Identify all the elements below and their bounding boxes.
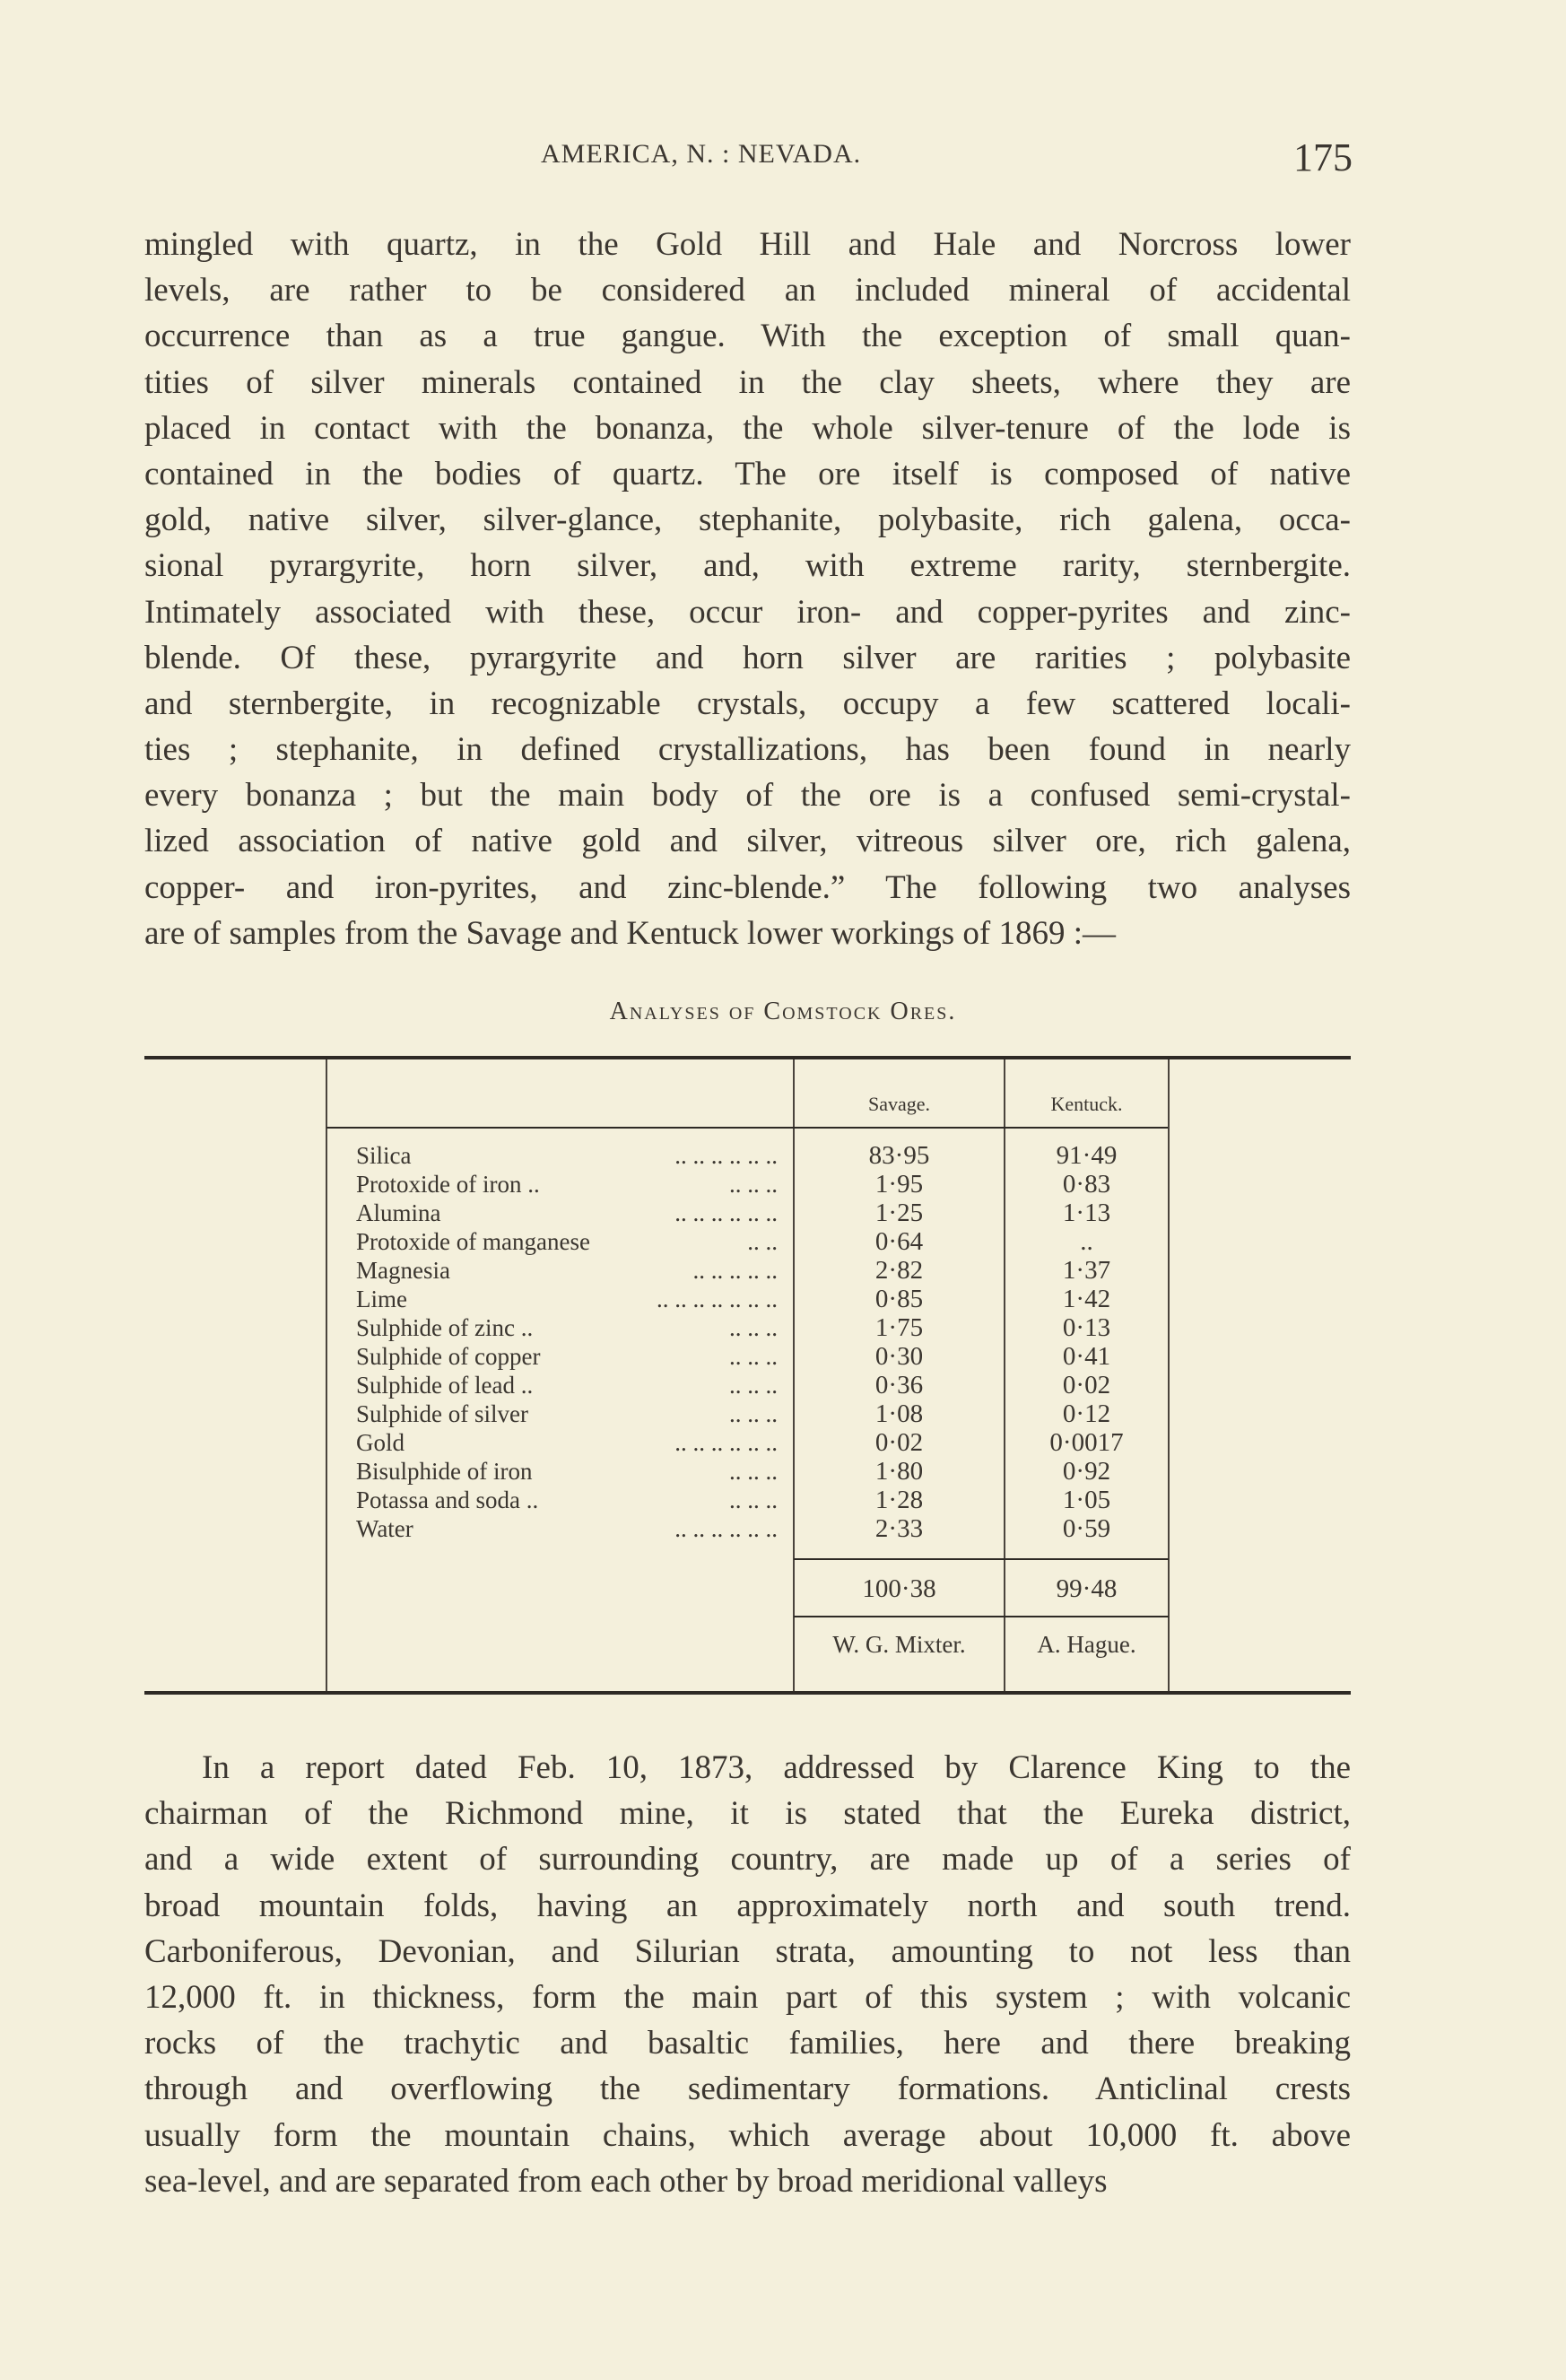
value-kentuck: 0·02 bbox=[1062, 1371, 1111, 1399]
leader-dots: .. .. .. .. .. .. bbox=[674, 1429, 778, 1456]
substance-name: Alumina bbox=[356, 1199, 441, 1226]
total-savage: 100·38 bbox=[862, 1574, 936, 1603]
text-line: every bonanza ; but the main body of the ore is a confused semi-crystal- bbox=[144, 777, 1351, 815]
value-kentuck: 0·0017 bbox=[1049, 1428, 1124, 1457]
value-savage: 0·85 bbox=[874, 1285, 924, 1313]
value-savage: 0·02 bbox=[874, 1428, 924, 1457]
column-divider bbox=[326, 1059, 327, 1691]
row-label bbox=[356, 1399, 778, 1428]
paragraph-2 bbox=[144, 1745, 1351, 2204]
value-kentuck: 0·41 bbox=[1062, 1342, 1111, 1371]
substance-name: Magnesia bbox=[356, 1257, 450, 1284]
substance-name: Sulphide of zinc .. bbox=[356, 1314, 534, 1341]
text-line: levels, are rather to be considered an included mineral of accidental bbox=[144, 272, 1351, 309]
value-savage: 1·08 bbox=[874, 1399, 924, 1428]
text-line: occurrence than as a true gangue. With the exception of small quan- bbox=[144, 318, 1351, 355]
substance-name: Sulphide of copper bbox=[356, 1343, 541, 1370]
leader-dots: .. .. .. bbox=[729, 1458, 778, 1485]
substance-name: Protoxide of manganese bbox=[356, 1228, 590, 1255]
value-savage: 0·30 bbox=[874, 1342, 924, 1371]
value-savage: 1·25 bbox=[874, 1199, 924, 1227]
leader-dots: .. .. bbox=[747, 1228, 778, 1255]
row-label bbox=[356, 1342, 778, 1371]
leader-dots: .. .. .. bbox=[729, 1343, 778, 1370]
leader-dots: .. .. .. .. .. bbox=[692, 1257, 778, 1284]
substance-name: Sulphide of lead .. bbox=[356, 1372, 534, 1399]
table-title: Analyses of Comstock Ores. bbox=[609, 998, 957, 1025]
analyst-kentuck: A. Hague. bbox=[1037, 1631, 1136, 1658]
text-line: Intimately associated with these, occur iron- and copper-pyrites and zinc- bbox=[144, 593, 1351, 631]
table-bottom-rule bbox=[144, 1691, 1351, 1695]
row-label bbox=[356, 1371, 778, 1399]
value-kentuck: 0·92 bbox=[1062, 1457, 1111, 1486]
value-savage: 1·80 bbox=[874, 1457, 924, 1486]
text-line: sea-level, and are separated from each other by broad meridional valleys bbox=[144, 2162, 1108, 2200]
text-line: ties ; stephanite, in defined crystallizations, has been found in nearly bbox=[144, 731, 1351, 769]
text-line: chairman of the Richmond mine, it is stated that the Eureka district, bbox=[144, 1795, 1351, 1833]
value-kentuck: 0·59 bbox=[1062, 1514, 1111, 1543]
row-label bbox=[356, 1486, 778, 1514]
text-line: and a wide extent of surrounding country, are made up of a series of bbox=[144, 1841, 1351, 1879]
text-line: sional pyrargyrite, horn silver, and, with extreme rarity, sternbergite. bbox=[144, 547, 1351, 585]
value-kentuck: 1·37 bbox=[1062, 1256, 1111, 1285]
substance-name: Gold bbox=[356, 1429, 405, 1456]
leader-dots: .. .. .. bbox=[729, 1314, 778, 1341]
column-header-kentuck: Kentuck. bbox=[1050, 1093, 1123, 1115]
substance-name: Bisulphide of iron bbox=[356, 1458, 533, 1485]
column-header-savage: Savage. bbox=[867, 1093, 931, 1115]
substance-name: Potassa and soda .. bbox=[356, 1486, 539, 1513]
row-label bbox=[356, 1285, 778, 1313]
text-line: copper- and iron-pyrites, and zinc-blende.” The following two analyses bbox=[144, 868, 1351, 906]
row-label bbox=[356, 1199, 778, 1227]
leader-dots: .. .. .. .. .. .. bbox=[674, 1199, 778, 1226]
row-label bbox=[356, 1457, 778, 1486]
text-line: blende. Of these, pyrargyrite and horn silver are rarities ; polybasite bbox=[144, 639, 1351, 676]
text-line: In a report dated Feb. 10, 1873, addressed by Clarence King to the bbox=[202, 1749, 1351, 1786]
text-line: lized association of native gold and silver, vitreous silver ore, rich galena, bbox=[144, 823, 1351, 860]
header-rule bbox=[326, 1127, 1168, 1129]
value-kentuck: 91·49 bbox=[1056, 1141, 1118, 1170]
text-line: contained in the bodies of quartz. The ore itself is composed of native bbox=[144, 455, 1351, 493]
paragraph-1 bbox=[144, 222, 1351, 956]
total-rule bbox=[794, 1558, 1169, 1560]
leader-dots: .. .. .. .. .. .. .. bbox=[657, 1286, 778, 1312]
value-kentuck: 0·13 bbox=[1062, 1313, 1111, 1342]
total-kentuck: 99·48 bbox=[1056, 1574, 1118, 1603]
text-line: 12,000 ft. in thickness, form the main part of this system ; with volcanic bbox=[144, 1978, 1351, 2016]
text-line: Carboniferous, Devonian, and Silurian strata, amounting to not less than bbox=[144, 1932, 1351, 1970]
leader-dots: .. .. .. bbox=[729, 1400, 778, 1427]
row-label bbox=[356, 1428, 778, 1457]
value-savage: 2·33 bbox=[874, 1514, 924, 1543]
text-line: gold, native silver, silver-glance, stephanite, polybasite, rich galena, occa- bbox=[144, 501, 1351, 539]
value-kentuck: 0·12 bbox=[1062, 1399, 1111, 1428]
analyst-savage: W. G. Mixter. bbox=[832, 1631, 966, 1658]
row-label bbox=[356, 1170, 778, 1199]
row-label bbox=[356, 1141, 778, 1170]
page-number: 175 bbox=[1293, 135, 1353, 179]
leader-dots: .. .. .. .. .. .. bbox=[674, 1142, 778, 1169]
leader-dots: .. .. .. .. .. .. bbox=[674, 1515, 778, 1542]
text-line: broad mountain folds, having an approximately north and south trend. bbox=[144, 1887, 1351, 1924]
text-line: through and overflowing the sedimentary formations. Anticlinal crests bbox=[144, 2071, 1351, 2108]
row-label bbox=[356, 1514, 778, 1543]
row-label bbox=[356, 1256, 778, 1285]
value-savage: 1·75 bbox=[874, 1313, 924, 1342]
text-line: usually form the mountain chains, which average about 10,000 ft. above bbox=[144, 2116, 1351, 2154]
substance-name: Water bbox=[356, 1515, 413, 1542]
value-savage: 2·82 bbox=[874, 1256, 924, 1285]
text-line: rocks of the trachytic and basaltic families, here and there breaking bbox=[144, 2025, 1351, 2062]
value-savage: 0·36 bbox=[874, 1371, 924, 1399]
value-savage: 1·95 bbox=[874, 1170, 924, 1199]
row-label bbox=[356, 1227, 778, 1256]
row-label bbox=[356, 1313, 778, 1342]
value-kentuck: 1·42 bbox=[1062, 1285, 1111, 1313]
substance-name: Protoxide of iron .. bbox=[356, 1171, 540, 1198]
substance-name: Silica bbox=[356, 1142, 412, 1169]
substance-name: Sulphide of silver bbox=[356, 1400, 528, 1427]
value-savage: 0·64 bbox=[874, 1227, 924, 1256]
text-line: mingled with quartz, in the Gold Hill and Hale and Norcross lower bbox=[144, 226, 1351, 263]
value-kentuck: 1·05 bbox=[1062, 1486, 1111, 1514]
value-savage: 83·95 bbox=[868, 1141, 930, 1170]
text-line: and sternbergite, in recognizable crystals, occupy a few scattered locali- bbox=[144, 684, 1351, 722]
analyst-rule bbox=[794, 1616, 1169, 1617]
substance-name: Lime bbox=[356, 1286, 407, 1312]
text-line: are of samples from the Savage and Kentuck lower workings of 1869 :— bbox=[144, 914, 1116, 952]
leader-dots: .. .. .. bbox=[729, 1372, 778, 1399]
value-kentuck: 1·13 bbox=[1062, 1199, 1111, 1227]
leader-dots: .. .. .. bbox=[729, 1171, 778, 1198]
value-kentuck: .. bbox=[1080, 1227, 1093, 1256]
running-title: AMERICA, N. : NEVADA. bbox=[541, 139, 862, 169]
value-kentuck: 0·83 bbox=[1062, 1170, 1111, 1199]
value-savage: 1·28 bbox=[874, 1486, 924, 1514]
text-line: tities of silver minerals contained in the clay sheets, where they are bbox=[144, 363, 1351, 401]
leader-dots: .. .. .. bbox=[729, 1486, 778, 1513]
text-line: placed in contact with the bonanza, the whole silver-tenure of the lode is bbox=[144, 409, 1351, 447]
